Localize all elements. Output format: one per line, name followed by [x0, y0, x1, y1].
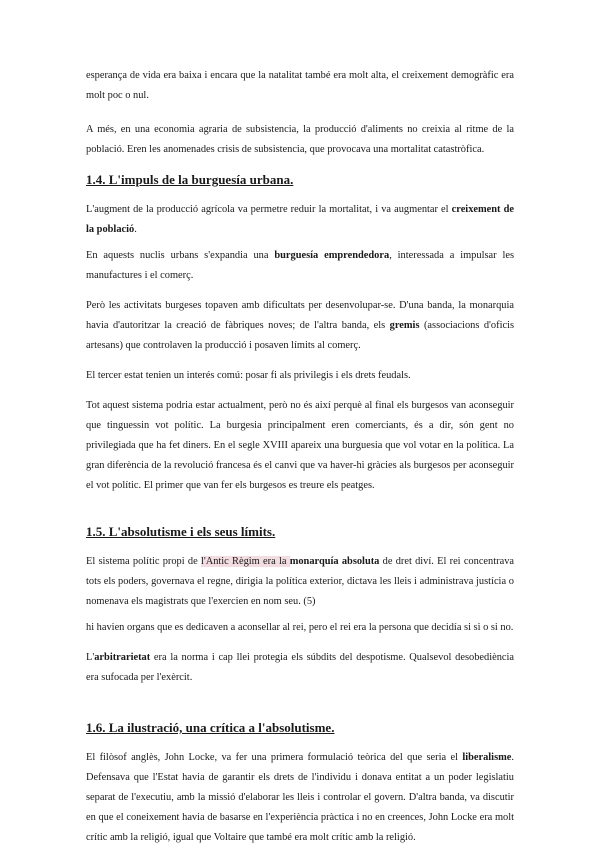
section-heading-1-6: 1.6. La ilustració, una crítica a l'absolutisme. [86, 720, 335, 735]
highlight: l'Antic Règim era la [200, 556, 290, 567]
paragraph: El tercer estat tenien un interés comú: posar fi als privilegis i els drets feudals. [86, 370, 411, 381]
paragraph: El filòsof anglès, John Locke, va fer una primera formulació teòrica del que seria el liberalisme. Defensava que l'Estat havia de garantir els drets de l'individu i donava entitat a un poder legislatiu separat de l'executiu, amb la missió d'elaborar les lleis i controlar el govern. D'altra banda, va discutir en que el coneixement havia de basarse en l'experiència pràctica i no en creences, John Locke era molt crític amb la religió, igual que Voltaire que també era molt crític amb la religió. [86, 752, 514, 843]
section-heading-1-4: 1.4. L'impuls de la burguesía urbana. [86, 172, 294, 187]
paragraph: L'arbitrarietat era la norma i cap llei protegia els súbdits del despotisme. Qualsevol desobediència era sufocada per l'exèrcit. [86, 652, 514, 683]
paragraph: El sistema polític propi de l'Antic Règim era la monarquía absoluta de dret diví. El rei concentrava tots els poders, governava el regne, dirigia la política exterior, dictava les lleis i administrava justícia o nomenava els magistrats que l'exercien en nom seu. (5) [86, 556, 515, 607]
paragraph: A més, en una economia agraria de subsistencia, la producció d'aliments no creixia al ritme de la població. Eren les anomenades crisis de subsistencia, que provocava una mortalitat catastròfica. [86, 124, 514, 155]
paragraph: Però les activitats burgeses topaven amb dificultats per desenvolupar-se. D'una banda, la monarquia havia d'autoritzar la creació de fàbriques noves; de l'altra banda, els gremis (associacions d'oficis artesans) que controlaven la producció i posaven límits al comerç. [86, 300, 515, 351]
paragraph: L'augment de la producció agrícola va permetre reduir la mortalitat, i va augmentar el creixement de la població. [86, 204, 514, 235]
section-heading-1-5: 1.5. L'absolutisme i els seus límits. [86, 524, 276, 539]
paragraph: esperança de vida era baixa i encara que la natalitat també era molt alta, el creixement demogràfic era molt poc o nul. [86, 70, 514, 101]
paragraph: Tot aquest sistema podria estar actualment, però no és així perquè al final els burgesos van aconseguir que tinguessin vot polític. La burgesia principalment eren comerciants, és a dir, són gent no privilegiada que ha fet diners. En el segle XVIII apareix una burguesia que vol votar en la política. La gran diferència de la revolució francesa és el canvi que va haver-hi gràcies als burgesos per aconseguir el vot polític. El primer que van fer els burgesos es treure els peatges. [86, 400, 514, 491]
document-body [86, 66, 514, 848]
paragraph: hi havien organs que es dedicaven a aconsellar al rei, pero el rei era la persona que decidía si si o si no. [86, 622, 514, 633]
paragraph: En aquests nuclis urbans s'expandia una burguesía emprendedora, interessada a impulsar les manufactures i el comerç. [86, 250, 514, 281]
